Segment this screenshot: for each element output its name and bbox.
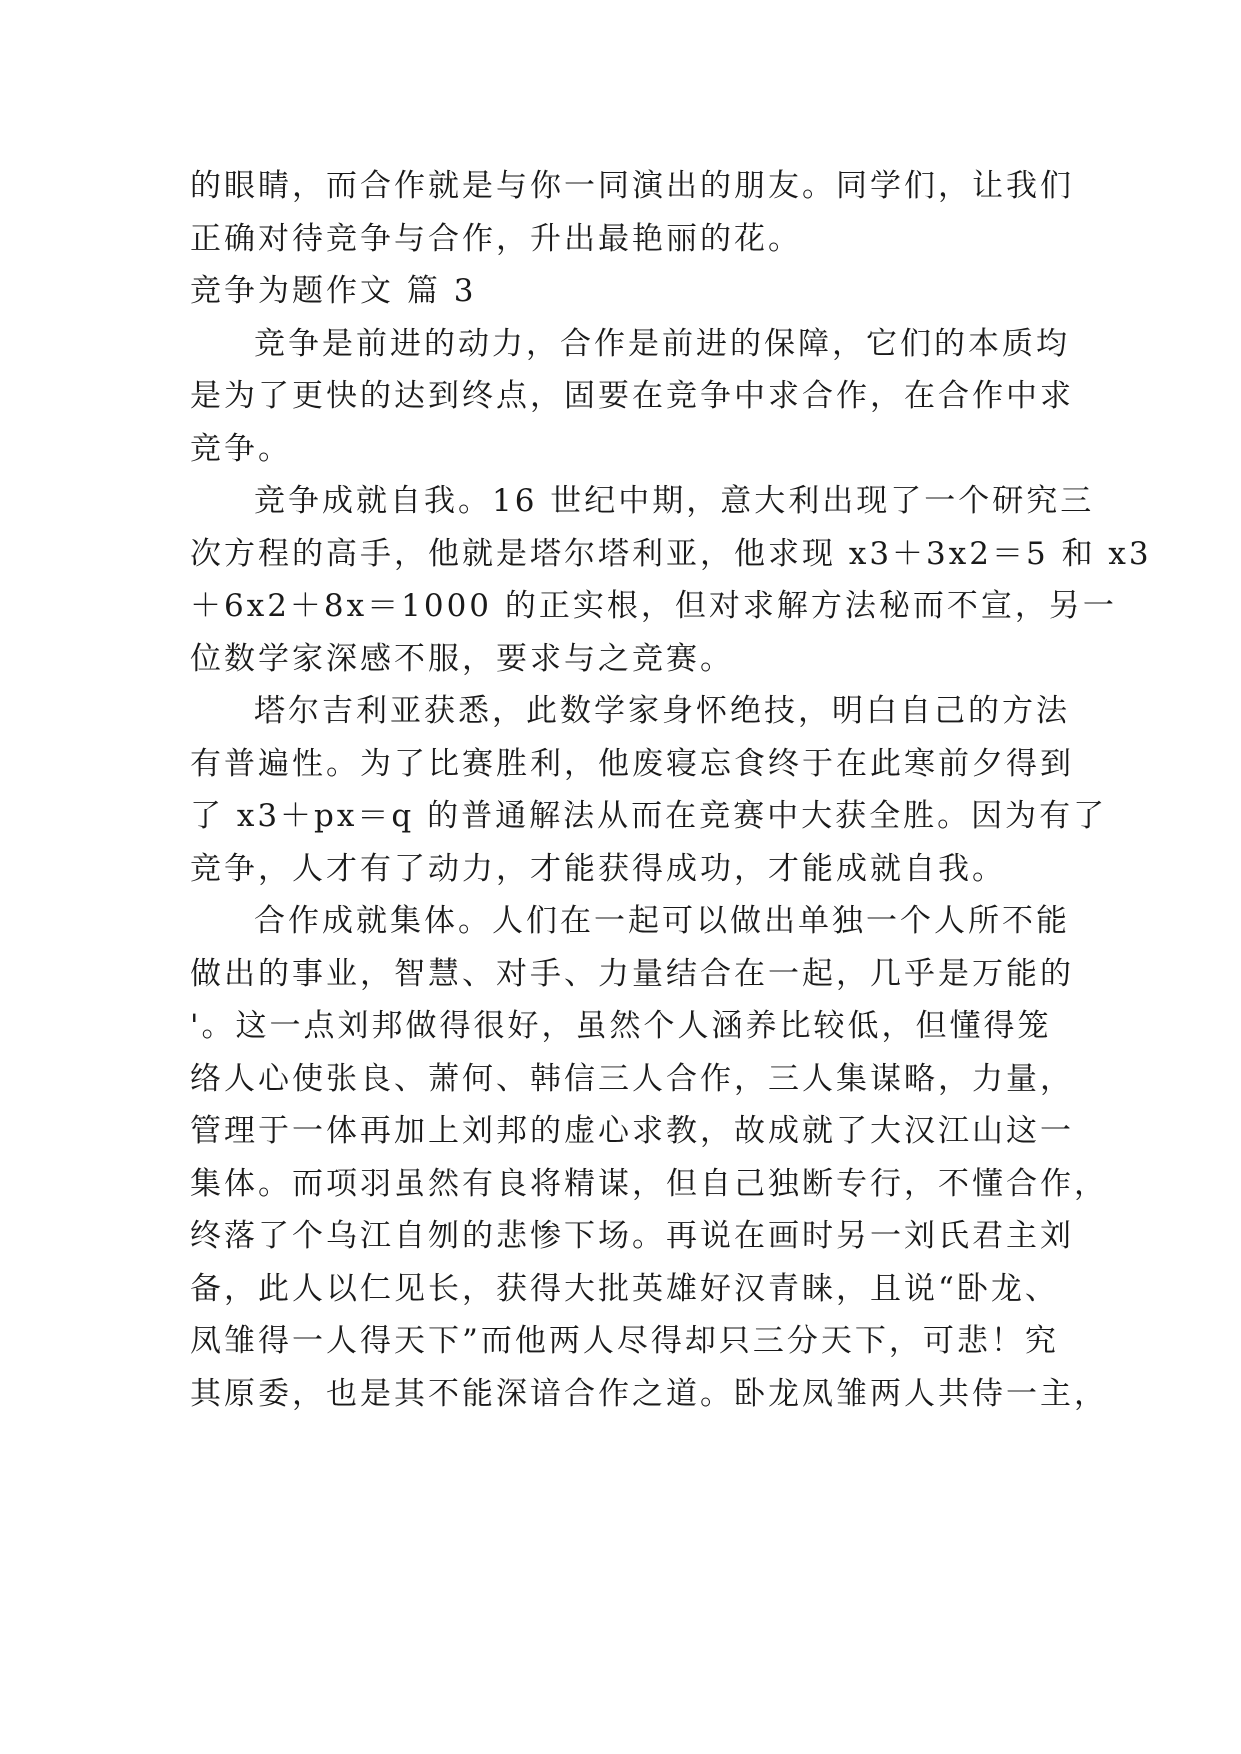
text-line: 是为了更快的达到终点，固要在竞争中求合作，在合作中求 xyxy=(190,378,1074,414)
text-line: 竞争。 xyxy=(190,430,292,467)
text-line: 竞争，人才有了动力，才能获得成功，才能成就自我。 xyxy=(190,850,1006,887)
text-line: 正确对待竞争与合作，升出最艳丽的花。 xyxy=(190,220,802,257)
text-line: 备，此人以仁见长，获得大批英雄好汉青睐，且说“卧龙、 xyxy=(190,1270,1059,1307)
text-line: 其原委，也是其不能深谙合作之道。卧龙凤雏两人共侍一主， xyxy=(190,1375,1108,1412)
text-line: 次方程的高手，他就是塔尔塔利亚，他求现 x3＋3x2＝5 和 x3 xyxy=(190,535,1152,572)
paragraph-first-line: 合作成就集体。人们在一起可以做出单独一个人所不能 xyxy=(254,903,1070,939)
text-line: 管理于一体再加上刘邦的虚心求教，故成就了大汉江山这一 xyxy=(190,1113,1074,1149)
text-line: 做出的事业，智慧、对手、力量结合在一起，几乎是万能的 xyxy=(190,955,1074,992)
document-body xyxy=(190,160,1152,1420)
text-line: 集体。而项羽虽然有良将精谋，但自己独断专行，不懂合作， xyxy=(190,1165,1108,1202)
text-line: 的眼睛，而合作就是与你一同演出的朋友。同学们，让我们 xyxy=(190,168,1074,204)
paragraph-first-line: 竞争是前进的动力，合作是前进的保障，它们的本质均 xyxy=(254,325,1070,362)
text-line: 终落了个乌江自刎的悲惨下场。再说在画时另一刘氏君主刘 xyxy=(190,1218,1074,1254)
text-line: 有普遍性。为了比赛胜利，他废寝忘食终于在此寒前夕得到 xyxy=(190,745,1074,782)
text-line: 了 x3＋px＝q 的普通解法从而在竞赛中大获全胜。因为有了 xyxy=(190,798,1108,834)
paragraph-first-line: 塔尔吉利亚获悉，此数学家身怀绝技，明白自己的方法 xyxy=(254,693,1070,729)
text-line: 络人心使张良、萧何、韩信三人合作，三人集谋略，力量， xyxy=(190,1060,1074,1097)
text-line: '。这一点刘邦做得很好，虽然个人涵养比较低，但懂得笼 xyxy=(190,1008,1052,1044)
text-line: 竞争为题作文 篇 3 xyxy=(190,273,477,309)
text-line: 凤雏得一人得天下”而他两人尽得却只三分天下，可悲！究 xyxy=(190,1323,1059,1359)
text-line: 位数学家深感不服，要求与之竞赛。 xyxy=(190,640,734,677)
paragraph-first-line: 竞争成就自我。16 世纪中期，意大利出现了一个研究三 xyxy=(254,483,1095,519)
text-line: ＋6x2＋8x＝1000 的正实根，但对求解方法秘而不宣，另一 xyxy=(190,588,1117,624)
